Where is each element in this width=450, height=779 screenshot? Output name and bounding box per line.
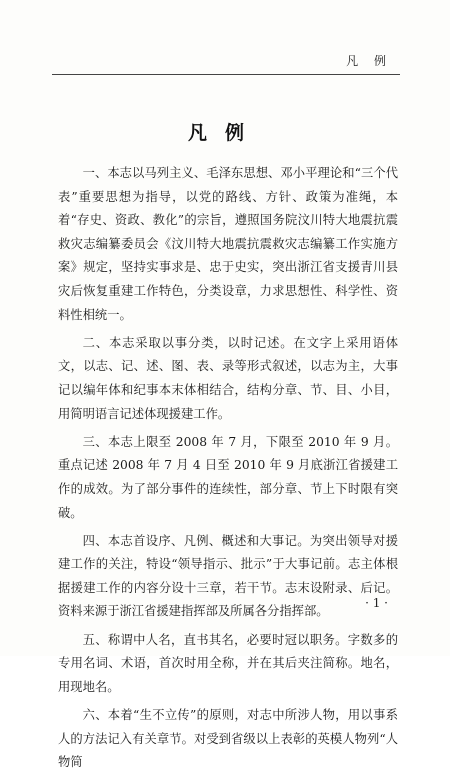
page-title: 凡例 [187,122,262,144]
page-number: · 1 · [365,596,388,610]
paragraph-5: 五、称谓中人名，直书其名，必要时冠以职务。字数多的专用名词、术语，首次时用全称，并在其后夹注简称。地名，用现地名。 [58,632,398,694]
header-rule [52,74,400,75]
body-text [58,162,398,779]
paragraph-1: 一、本志以马列主义、毛泽东思想、邓小平理论和“三个代表”重要思想为指导，以党的路线、方针、政策为准绳，本着“存史、资政、教化”的宗旨，遵照国务院汶川特大地震抗震救灾志编纂委员会《汶川特大地震抗震救灾志编纂工作实施方案》规定，坚持实事求是、忠于史实，突出浙江省支援青川县灾后恢复重建工作特色，分类设章，力求思想性、科学性、资料性相统一。 [58,166,398,322]
paragraph-4: 四、本志首设序、凡例、概述和大事记。为突出领导对援建工作的关注，特设“领导指示、批示”于大事记前。志主体根据援建工作的内容分设十三章，若干节。志末设附录、后记。资料来源于浙江省援建指挥部及所属各分指挥部。 [58,533,398,619]
paragraph-3: 三、本志上限至 2008 年 7 月，下限至 2010 年 9 月。重点记述 2008 年 7 月 4 日至 2010 年 9 月底浙江省援建工作的成效。为了部分事件的连续性，部分章、节上下时限有突破。 [58,434,398,520]
running-header: 凡 例 [346,54,392,68]
paragraph-2: 二、本志采取以事分类，以时记述。在文字上采用语体文，以志、记、述、图、表、录等形式叙述，以志为主，大事记以编年体和纪事本末体相结合，结构分章、节、目、小目，用简明语言记述体现援建工作。 [58,335,398,421]
paragraph-6: 六、本着“生不立传”的原则，对志中所涉人物，用以事系人的方法记入有关章节。对受到省级以上表彰的英模人物列“人物简 [58,708,398,770]
